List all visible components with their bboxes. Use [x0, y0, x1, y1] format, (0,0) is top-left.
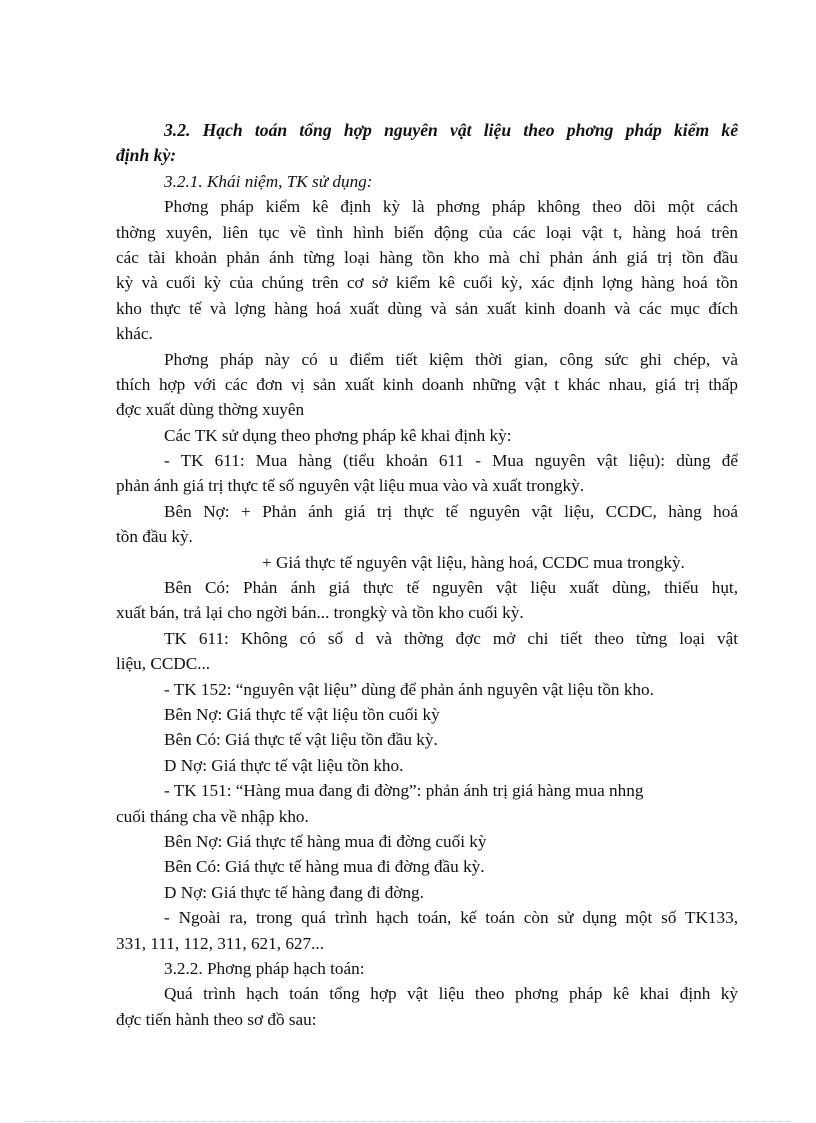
paragraph-line: - Ngoài ra, trong quá trình hạch toán, kế toán còn sử dụng một số TK133, — [164, 908, 738, 928]
paragraph-line: Bên Có: Giá thực tế hàng mua đi đờng đầu kỳ. — [164, 857, 485, 877]
section-heading-line-1: 3.2. Hạch toán tổng hợp nguyên vật liệu theo phơng pháp kiểm kê — [164, 120, 738, 140]
paragraph-line: Bên Có: Giá thực tế vật liệu tồn đầu kỳ. — [164, 730, 438, 750]
paragraph-line: khác. — [116, 324, 153, 344]
paragraph-line: cuối tháng cha về nhập kho. — [116, 806, 309, 826]
subsection-heading: 3.2.2. Phơng pháp hạch toán: — [164, 958, 365, 978]
paragraph-line: đợc tiến hành theo sơ đồ sau: — [116, 1009, 317, 1029]
paragraph-line: thờng xuyên, liên tục về tình hình biến động của các loại vật t, hàng hoá trên — [116, 222, 738, 242]
paragraph-line: phản ánh giá trị thực tế số nguyên vật liệu mua vào và xuất trongkỳ. — [116, 476, 585, 496]
paragraph-line: - TK 152: “nguyên vật liệu” dùng để phản ánh nguyên vật liệu tồn kho. — [164, 679, 654, 699]
paragraph-line: đợc xuất dùng thờng xuyên — [116, 400, 305, 420]
paragraph-line: kho thực tế và lợng hàng hoá xuất dùng và sản xuất kinh doanh và các mục đích — [116, 298, 738, 318]
paragraph-line: tồn đầu kỳ. — [116, 527, 193, 547]
paragraph-line: các tài khoản phản ánh từng loại hàng tồn kho mà chỉ phản ánh giá trị tồn đầu — [116, 247, 738, 267]
section-heading-line-2: định kỳ: — [116, 145, 177, 166]
paragraph-line: + Giá thực tế nguyên vật liệu, hàng hoá, CCDC mua trongkỳ. — [262, 552, 685, 572]
paragraph-line: Bên Nợ: Giá thực tế vật liệu tồn cuối kỳ — [164, 704, 440, 724]
paragraph-line: - TK 611: Mua hàng (tiểu khoản 611 - Mua nguyên vật liệu): dùng để — [164, 451, 738, 471]
paragraph-line: Quá trình hạch toán tổng hợp vật liệu theo phơng pháp kê khai định kỳ — [164, 984, 738, 1004]
paragraph-line: xuất bán, trả lại cho ngời bán... trongkỳ và tồn kho cuối kỳ. — [116, 603, 524, 623]
paragraph-line: Bên Nợ: Giá thực tế hàng mua đi đờng cuối kỳ — [164, 831, 487, 851]
paragraph-line: Phơng pháp này có u điểm tiết kiệm thời gian, công sức ghi chép, và — [164, 349, 738, 369]
paragraph-line: Bên Có: Phản ánh giá thực tế nguyên vật liệu xuất dùng, thiếu hụt, — [164, 578, 738, 598]
paragraph-line: Bên Nợ: + Phản ánh giá trị thực tế nguyên vật liệu, CCDC, hàng hoá — [164, 501, 738, 521]
paragraph-line: thích hợp với các đơn vị sản xuất kinh doanh những vật t khác nhau, giá trị thấp — [116, 374, 738, 394]
page-bottom-divider — [24, 1121, 792, 1122]
paragraph-line: D Nợ: Giá thực tế vật liệu tồn kho. — [164, 755, 404, 775]
paragraph-line: - TK 151: “Hàng mua đang đi đờng”: phản ánh trị giá hàng mua nhng — [164, 781, 644, 801]
paragraph-line: 331, 111, 112, 311, 621, 627... — [116, 933, 324, 953]
paragraph-line: liệu, CCDC... — [116, 654, 211, 674]
paragraph-line: Các TK sử dụng theo phơng pháp kê khai định kỳ: — [164, 425, 512, 445]
paragraph-line: TK 611: Không có số d và thờng đợc mở chi tiết theo từng loại vật — [164, 628, 738, 648]
paragraph-line: D Nợ: Giá thực tế hàng đang đi đờng. — [164, 882, 424, 902]
subsection-heading: 3.2.1. Khái niệm, TK sử dụng: — [164, 171, 373, 191]
paragraph-line: kỳ và cuối kỳ của chúng trên cơ sở kiểm kê cuối kỳ, xác định lợng hàng hoá tồn — [116, 273, 738, 293]
paragraph-line: Phơng pháp kiểm kê định kỳ là phơng pháp không theo dõi một cách — [164, 197, 738, 217]
document-page — [116, 118, 738, 1032]
